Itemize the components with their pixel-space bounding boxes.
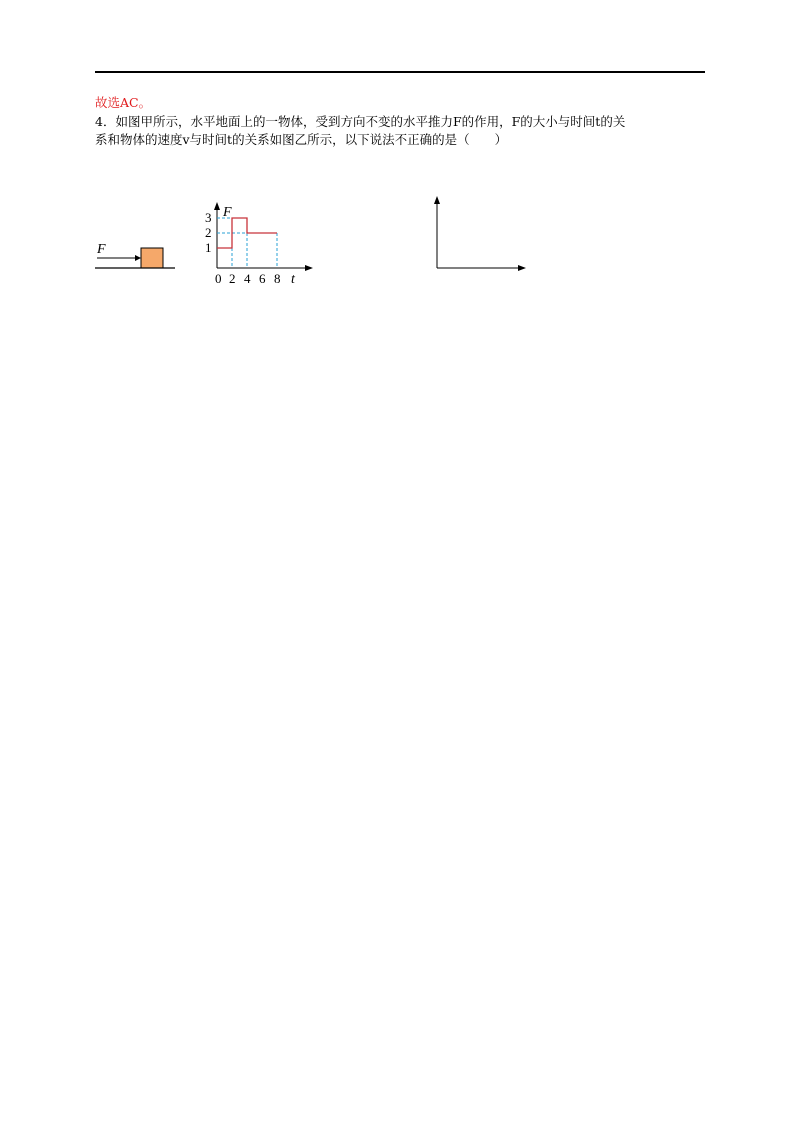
f-x-tick-4: 4: [244, 270, 251, 286]
header-rule: [95, 71, 705, 73]
f-y-tick-3: 3: [205, 209, 212, 225]
figure-jia: [95, 242, 175, 268]
force-label: F: [97, 241, 106, 257]
f-x-tick-0: 0: [215, 270, 222, 286]
q4-stem-line-1: 4．如图甲所示，水平地面上的一物体，受到方向不变的水平推力F的作用，F的大小与时间t的关: [95, 113, 626, 129]
q4-stem-line-2: 系和物体的速度v与时间t的关系如图乙所示，以下说法不正确的是（ ）: [95, 132, 508, 147]
f-y-tick-1: 1: [205, 239, 212, 255]
f-x-tick-2: 2: [229, 270, 236, 286]
graph-f-t: [205, 202, 313, 287]
prev-answer: 故选AC。: [95, 95, 152, 110]
f-x-arrow: [305, 265, 313, 271]
q4-figure-svg: [95, 150, 455, 287]
f-x-label: t: [291, 271, 295, 287]
f-y-arrow: [214, 202, 220, 210]
block: [141, 248, 163, 268]
v-x-arrow: [518, 265, 526, 271]
q4-figure: [95, 150, 705, 287]
graph-v-t: [434, 196, 526, 271]
arrow-head: [135, 255, 141, 261]
f-y-tick-2: 2: [205, 224, 212, 240]
f-y-label: F: [223, 204, 232, 220]
v-y-arrow: [434, 196, 440, 204]
f-x-tick-6: 6: [259, 270, 266, 286]
f-x-tick-8: 8: [274, 270, 281, 286]
content: [95, 94, 705, 287]
